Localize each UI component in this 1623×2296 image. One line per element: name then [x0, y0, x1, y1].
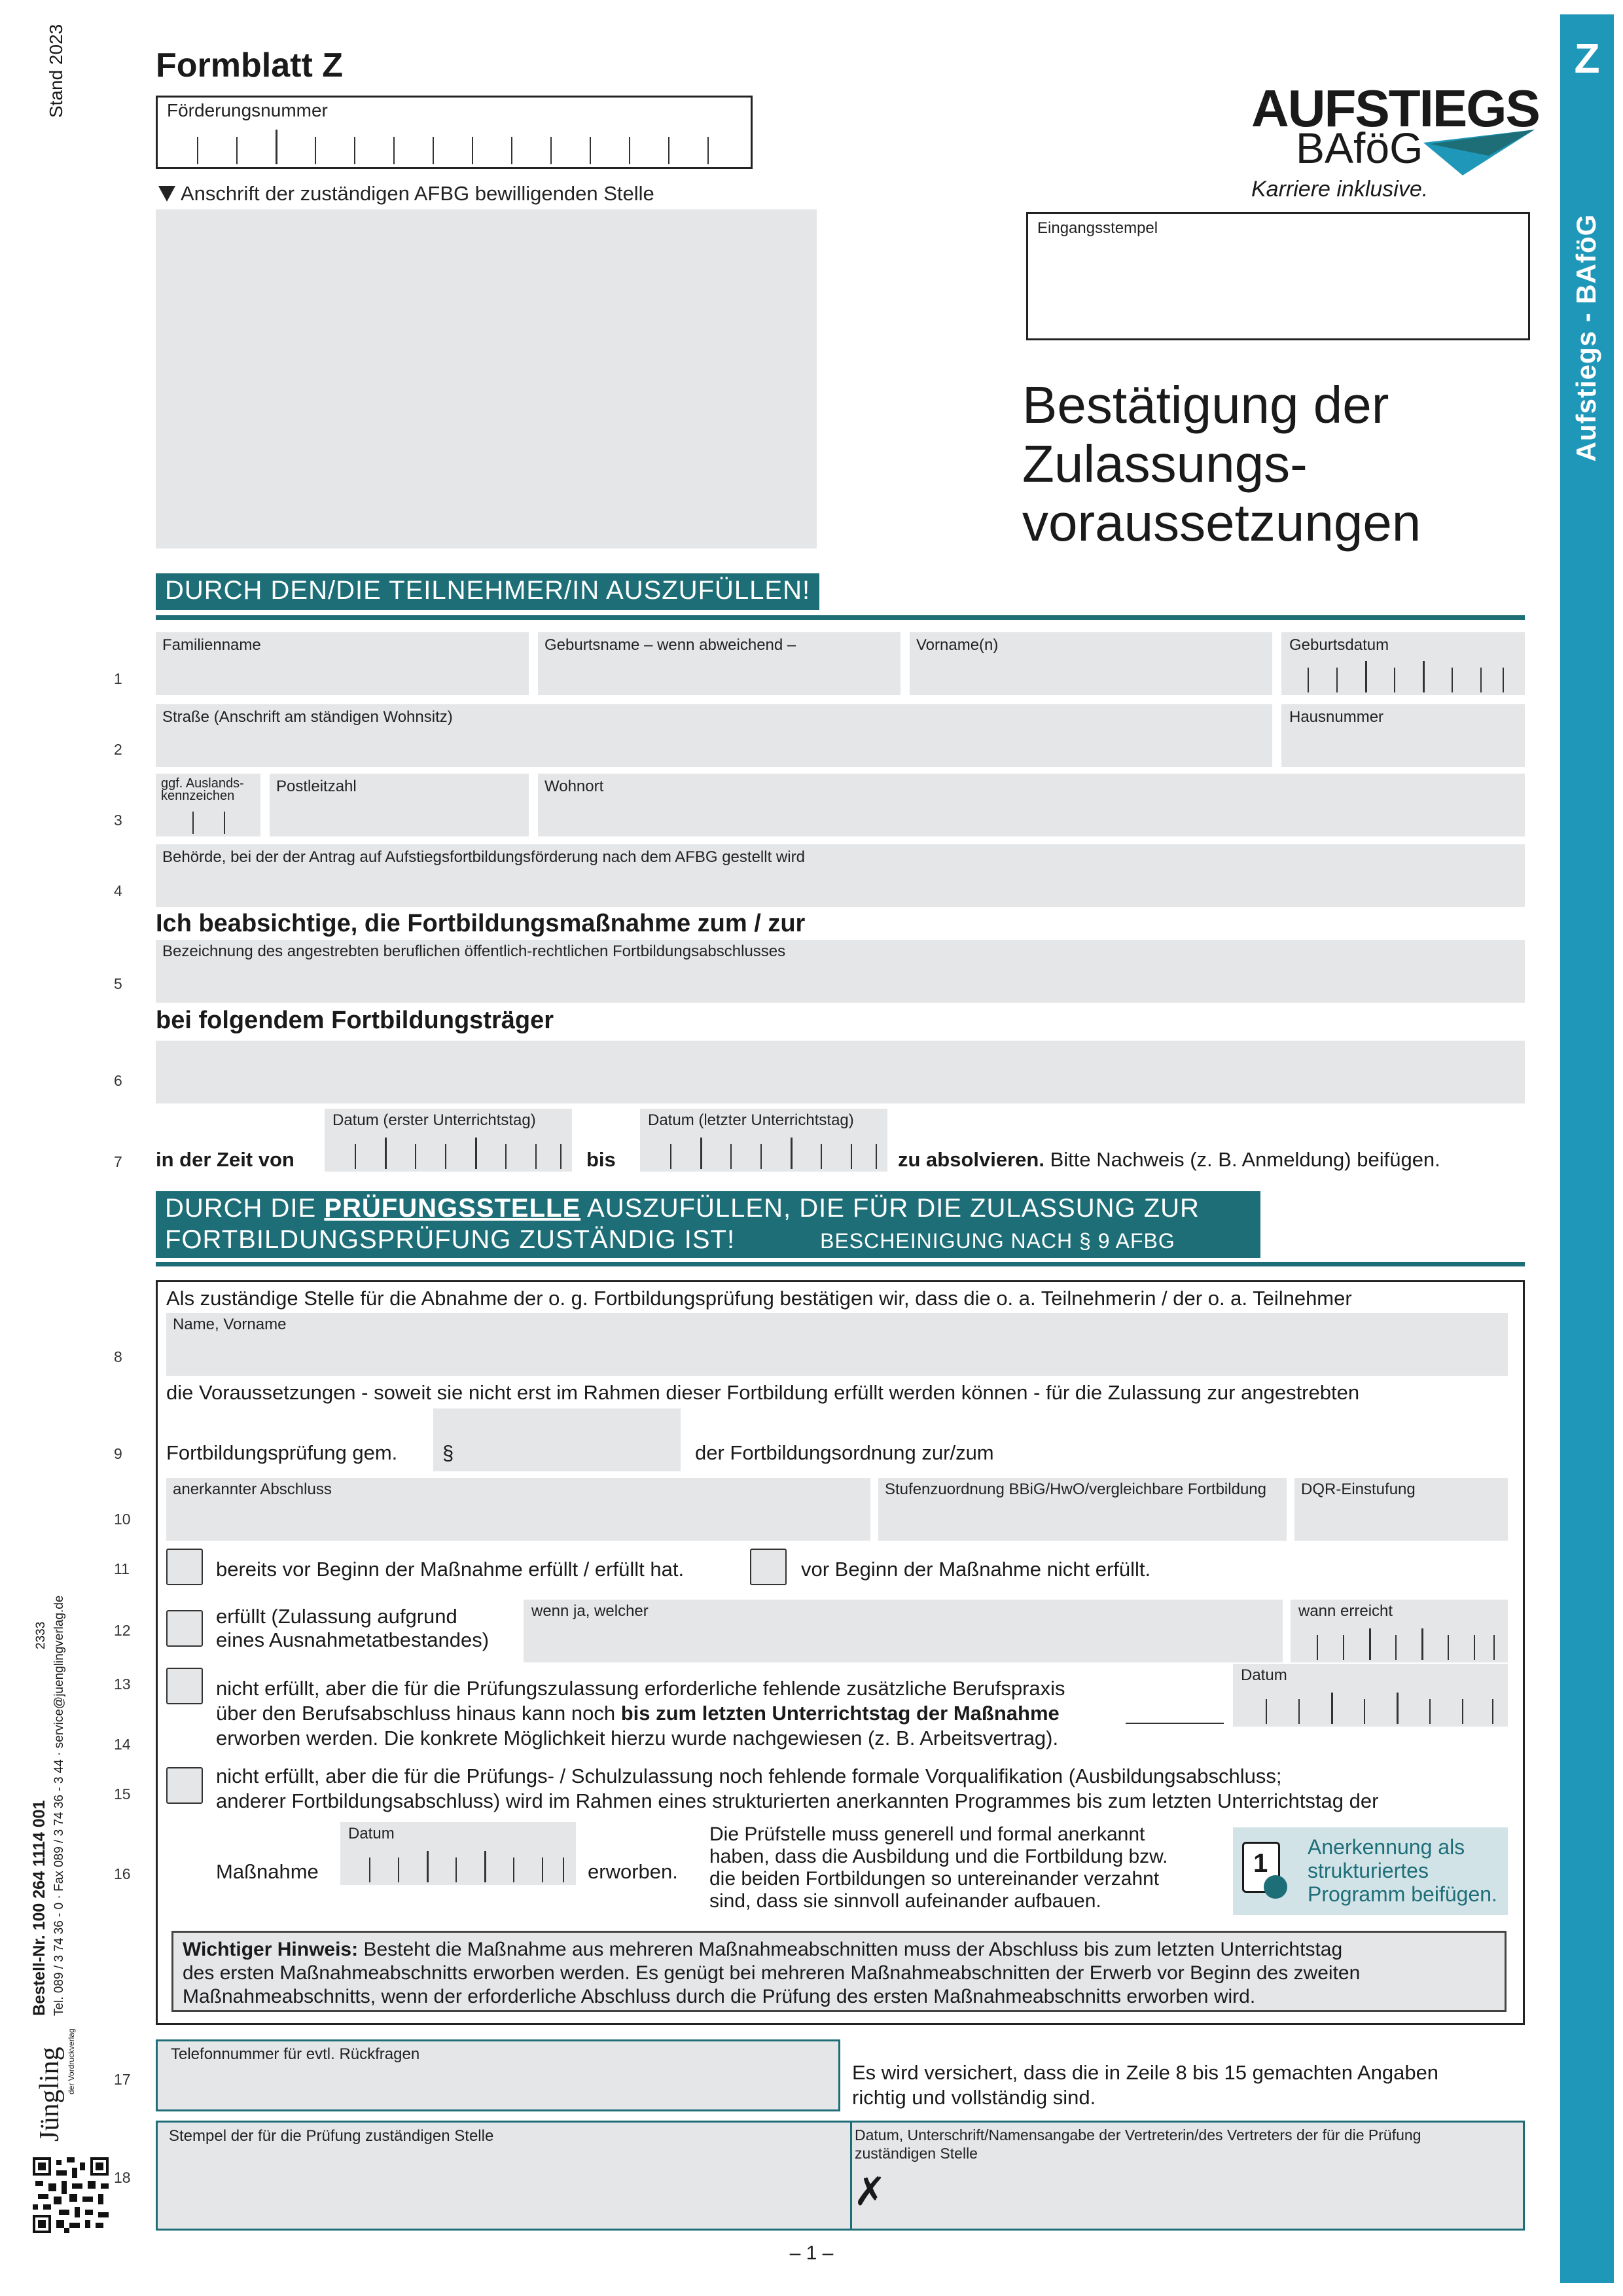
- pruefstelle-line1: Die Prüfstelle muss generell und formal anerkannt: [709, 1823, 1145, 1845]
- section2-banner-1a: DURCH DIE: [165, 1194, 325, 1223]
- row-number-8: 8: [114, 1348, 122, 1365]
- side-tab-text: Aufstiegs - BAföG: [1571, 213, 1601, 462]
- anerkennung-line3: Programm beifügen.: [1308, 1882, 1497, 1906]
- logo-swoosh-icon: [1423, 130, 1535, 182]
- signature-mark-icon: ✗: [853, 2170, 887, 2214]
- checkbox-berufspraxis[interactable]: [166, 1668, 203, 1704]
- section2-banner-2b: BESCHEINIGUNG NACH § 9 AFBG: [820, 1229, 1175, 1253]
- wichtiger-hinweis-box: [171, 1931, 1507, 2012]
- strasse-label: Straße (Anschrift am ständigen Wohnsitz): [162, 708, 453, 726]
- row-number-5: 5: [114, 975, 122, 992]
- row-number-16: 16: [114, 1865, 131, 1882]
- bezeichnung-label: Bezeichnung des angestrebten beruflichen öffentlich-rechtlichen Fortbildungsabschlusses: [162, 942, 786, 960]
- in-der-zeit-von-label: in der Zeit von: [156, 1148, 294, 1171]
- opt12-text: [216, 1605, 489, 1652]
- opt13-line1: nicht erfüllt, aber die für die Prüfungszulassung erforderliche fehlende zusätzliche Berufspraxis: [216, 1677, 1065, 1700]
- document-title-line1: Bestätigung der: [1022, 376, 1389, 434]
- massnahme-heading: Ich beabsichtige, die Fortbildungsmaßnahme zum / zur: [156, 910, 806, 937]
- hausnummer-label: Hausnummer: [1289, 708, 1384, 726]
- attachment-icon: [1242, 1842, 1280, 1893]
- logo-line1: AUFSTIEGS: [1251, 79, 1539, 137]
- zu-absolvieren-label: zu absolvieren.: [898, 1148, 1044, 1171]
- checkbox-vorqualifikation[interactable]: [166, 1767, 203, 1804]
- triangle-down-icon: [158, 186, 175, 202]
- row-number-2: 2: [114, 741, 122, 758]
- strasse-field[interactable]: [156, 704, 1272, 767]
- opt15-line1: nicht erfüllt, aber die für die Prüfungs- / Schulzulassung noch fehlende formale Vorqualifikation (Ausbildungsabschluss;: [216, 1765, 1282, 1787]
- aufstiegs-bafoeg-logo: [1243, 72, 1538, 209]
- datum-letzter-ticks: [640, 1109, 887, 1172]
- telefon-field[interactable]: [156, 2039, 840, 2111]
- eingangsstempel-label: Eingangsstempel: [1037, 219, 1158, 237]
- stufenzuordnung-field[interactable]: [878, 1478, 1287, 1541]
- hausnummer-field[interactable]: [1281, 704, 1525, 767]
- wann-erreicht-field[interactable]: [1291, 1600, 1508, 1662]
- document-title-line3: voraussetzungen: [1022, 493, 1421, 552]
- auslandskennzeichen-label-2: kennzeichen: [161, 789, 235, 803]
- eingangsstempel-box[interactable]: [1026, 212, 1530, 340]
- page-number: – 1 –: [789, 2242, 834, 2264]
- dqr-field[interactable]: [1294, 1478, 1508, 1541]
- form-title: Formblatt Z: [156, 46, 343, 84]
- stand-label: Stand 2023: [46, 24, 66, 118]
- opt11b-text: vor Beginn der Maßnahme nicht erfüllt.: [801, 1558, 1151, 1581]
- unterschrift-label: [855, 2126, 1421, 2162]
- unterschrift-field[interactable]: [851, 2166, 1522, 2228]
- row-number-10: 10: [114, 1511, 131, 1528]
- bezeichnung-field[interactable]: [156, 940, 1525, 1003]
- qr-code-icon: [33, 2157, 109, 2233]
- row-number-9: 9: [114, 1445, 122, 1462]
- behoerde-field[interactable]: [156, 844, 1525, 907]
- unterschrift-line1: Datum, Unterschrift/Namensangabe der Vertreterin/des Vertreters der für die Prüfung: [855, 2126, 1421, 2144]
- name-vorname-field[interactable]: [166, 1313, 1508, 1376]
- familienname-field[interactable]: [156, 632, 529, 695]
- attachment-icon-number: 1: [1253, 1849, 1268, 1878]
- opt13-underline: [1126, 1723, 1224, 1724]
- publisher-logo: Jüngling: [35, 2047, 65, 2142]
- row-number-7: 7: [114, 1153, 122, 1170]
- row-number-18: 18: [114, 2169, 131, 2186]
- pruefstelle-text: [709, 1823, 1217, 1912]
- document-title: [1022, 376, 1421, 552]
- row-number-14: 14: [114, 1736, 131, 1753]
- logo-slogan: Karriere inklusive.: [1251, 177, 1429, 202]
- datum-erster-label: Datum (erster Unterrichtstag): [332, 1111, 536, 1129]
- wenn-ja-welcher-field[interactable]: [524, 1600, 1283, 1662]
- geburtsdatum-label: Geburtsdatum: [1289, 636, 1389, 654]
- datum-letzter-field[interactable]: [640, 1109, 887, 1172]
- datum-berufspraxis-label: Datum: [1241, 1666, 1287, 1684]
- wohnort-label: Wohnort: [544, 778, 604, 795]
- row-number-13: 13: [114, 1676, 131, 1693]
- opt13-line2a: über den Berufsabschluss hinaus kann noch: [216, 1702, 621, 1725]
- hinweis-text1: Besteht die Maßnahme aus mehreren Maßnahmeabschnitten muss der Abschluss bis zum letzten Unterrichtstag: [358, 1939, 1343, 1960]
- logo-line2: BAföG: [1296, 124, 1423, 172]
- vorname-label: Vorname(n): [916, 636, 999, 654]
- section2-line: [156, 1262, 1525, 1266]
- opt11a-text: bereits vor Beginn der Maßnahme erfüllt / erfüllt hat.: [216, 1558, 685, 1581]
- foerderungsnummer-label: Förderungsnummer: [167, 100, 328, 120]
- datum-erster-field[interactable]: [325, 1109, 572, 1172]
- opt12-line2: eines Ausnahmetatbestandes): [216, 1628, 490, 1651]
- auslandskennzeichen-label-1: ggf. Auslands-: [161, 776, 244, 791]
- pruefstelle-line4: sind, dass sie sinnvoll aufeinander aufbauen.: [709, 1890, 1101, 1912]
- geburtsname-label: Geburtsname – wenn abweichend –: [544, 636, 796, 654]
- postleitzahl-field[interactable]: [270, 774, 529, 836]
- stempel-field[interactable]: [158, 2147, 846, 2228]
- row-number-12: 12: [114, 1622, 131, 1639]
- paragraph-field[interactable]: [433, 1408, 681, 1471]
- wenn-ja-welcher-label: wenn ja, welcher: [531, 1602, 649, 1620]
- opt15-line2: anderer Fortbildungsabschluss) wird im Rahmen eines strukturierten anerkannten Programmes bis zum letzten Unterrichtstag der: [216, 1789, 1379, 1812]
- versichert-line1: Es wird versichert, dass die in Zeile 8 bis 15 gemachten Angaben: [852, 2061, 1439, 2084]
- paragraph-sign: §: [442, 1441, 454, 1464]
- versichert-line2: richtig und vollständig sind.: [852, 2086, 1096, 2109]
- row-number-6: 6: [114, 1072, 122, 1089]
- bis-label: bis: [586, 1148, 616, 1171]
- massnahme-label: Maßnahme: [216, 1860, 319, 1883]
- section2-banner-1b: PRÜFUNGSSTELLE: [324, 1194, 581, 1223]
- unterschrift-line2: zuständigen Stelle: [855, 2145, 978, 2162]
- checkbox-bereits-erfuellt[interactable]: [166, 1549, 203, 1585]
- geburtsdatum-ticks: [1281, 632, 1525, 695]
- stufenzuordnung-label: Stufenzuordnung BBiG/HwO/vergleichbare Fortbildung: [885, 1480, 1266, 1498]
- geburtsdatum-field[interactable]: [1281, 632, 1525, 695]
- telefon-label: Telefonnummer für evtl. Rückfragen: [171, 2045, 420, 2063]
- anerkannter-abschluss-field[interactable]: [166, 1478, 870, 1541]
- nachweis-label: Bitte Nachweis (z. B. Anmeldung) beifügen.: [1044, 1148, 1440, 1171]
- section1-line: [156, 615, 1525, 620]
- datum-berufspraxis-ticks: [1233, 1664, 1508, 1727]
- wohnort-field[interactable]: [538, 774, 1525, 836]
- dqr-label: DQR-Einstufung: [1301, 1480, 1416, 1498]
- opt14-text: erworben werden. Die konkrete Möglichkeit hierzu wurde nachgewiesen (z. B. Arbeitsvertrag).: [216, 1727, 1059, 1749]
- auslandskennzeichen-field[interactable]: [156, 774, 260, 836]
- opt13-line2: [216, 1702, 1060, 1725]
- anerkennung-line2: strukturiertes: [1308, 1859, 1429, 1882]
- anschrift-field[interactable]: [156, 209, 817, 548]
- side-tab: [1560, 14, 1614, 2283]
- foerderungsnummer-box[interactable]: [156, 96, 753, 169]
- datum-programm-field[interactable]: [340, 1822, 576, 1885]
- row-number-11: 11: [114, 1560, 130, 1577]
- anerkannter-abschluss-label: anerkannter Abschluss: [173, 1480, 332, 1498]
- row-number-1: 1: [114, 670, 122, 687]
- checkbox-nicht-erfuellt[interactable]: [750, 1549, 787, 1585]
- versichert-text: [852, 2060, 1522, 2110]
- hinweis-line2: des ersten Maßnahmeabschnitts erworben werden. Es genügt bei mehreren Maßnahmeabschnitten der Erwerb vor Beginn des zweiten: [183, 1962, 1361, 1984]
- section2-banner: [156, 1191, 1260, 1258]
- section2-banner-line1: [165, 1193, 1251, 1224]
- hinweis-line3: Maßnahmeabschnitts, wenn der erforderliche Abschluss durch die Prüfung des ersten Maßnahmeabschnitts erworben wird.: [183, 1986, 1256, 2007]
- intro-text: Als zuständige Stelle für die Abnahme der o. g. Fortbildungsprüfung bestätigen wir, dass die o. a. Teilnehmerin / der o. a. Teilnehmer: [166, 1287, 1352, 1310]
- hinweis-line1: [183, 1938, 1495, 1962]
- datum-erster-ticks: [325, 1109, 572, 1172]
- publisher-sub: der Vordruckverlag: [67, 2028, 76, 2094]
- foerderungsnummer-ticks: [158, 98, 751, 167]
- geburtsname-field[interactable]: [538, 632, 901, 695]
- pruefstelle-line2: haben, dass die Ausbildung und die Fortbildung bzw.: [709, 1846, 1168, 1867]
- row-number-3: 3: [114, 812, 122, 829]
- publisher-code: 2333: [34, 1621, 48, 1649]
- datum-letzter-label: Datum (letzter Unterrichtstag): [648, 1111, 854, 1129]
- section1-banner: DURCH DEN/DIE TEILNEHMER/IN AUSZUFÜLLEN!: [156, 573, 819, 610]
- attachment-icon-dot: [1264, 1875, 1287, 1899]
- behoerde-label: Behörde, bei der der Antrag auf Aufstiegsfortbildungsförderung nach dem AFBG gestellt wird: [162, 848, 805, 866]
- name-vorname-label: Name, Vorname: [173, 1316, 287, 1333]
- hinweis-label: Wichtiger Hinweis:: [183, 1939, 359, 1960]
- familienname-label: Familienname: [162, 636, 261, 654]
- datum-berufspraxis-field[interactable]: [1233, 1664, 1508, 1727]
- zu-absolvieren-text: [898, 1148, 1440, 1172]
- document-title-line2: Zulassungs-: [1022, 435, 1308, 493]
- section2-banner-2a: FORTBILDUNGSPRÜFUNG ZUSTÄNDIG IST!: [165, 1225, 736, 1254]
- datum-programm-label: Datum: [348, 1825, 395, 1842]
- opt12-line1: erfüllt (Zulassung aufgrund: [216, 1605, 457, 1628]
- fortbildungstraeger-field[interactable]: [156, 1041, 1525, 1103]
- row-number-17: 17: [114, 2071, 131, 2088]
- anerkennung-line1: Anerkennung als: [1308, 1835, 1465, 1859]
- anerkennung-text: [1308, 1835, 1497, 1906]
- erworben-label: erworben.: [588, 1860, 678, 1883]
- traeger-heading: bei folgendem Fortbildungsträger: [156, 1007, 554, 1034]
- bestell-nr: Bestell-Nr. 100 264 1114 001: [30, 1800, 48, 2016]
- checkbox-ausnahmetatbestand[interactable]: [166, 1610, 203, 1647]
- pruefstelle-line3: die beiden Fortbildungen so untereinander verzahnt: [709, 1868, 1160, 1890]
- auslandskennzeichen-ticks: [156, 774, 260, 836]
- vorname-field[interactable]: [910, 632, 1272, 695]
- anschrift-label: Anschrift der zuständigen AFBG bewilligenden Stelle: [181, 182, 654, 205]
- wann-erreicht-ticks: [1291, 1600, 1508, 1662]
- postleitzahl-label: Postleitzahl: [276, 778, 357, 795]
- row-number-15: 15: [114, 1785, 131, 1803]
- opt13-line2b: bis zum letzten Unterrichtstag der Maßnahme: [620, 1702, 1060, 1725]
- publisher-contact: Tel. 089 / 3 74 36 - 0 · Fax 089 / 3 74 36 - 3 44 · service@juenglingverlag.de: [52, 1595, 66, 2016]
- stempel-label: Stempel der für die Prüfung zuständigen Stelle: [169, 2127, 494, 2145]
- fortbildungsordnung-text: der Fortbildungsordnung zur/zum: [695, 1441, 994, 1464]
- pruefung-gem-text: Fortbildungsprüfung gem.: [166, 1441, 398, 1464]
- datum-programm-ticks: [340, 1822, 576, 1885]
- section2-banner-1c: AUSZUFÜLLEN, DIE FÜR DIE ZULASSUNG ZUR: [580, 1194, 1200, 1223]
- side-tab-letter: Z: [1574, 35, 1600, 82]
- anerkennung-box: [1233, 1827, 1508, 1915]
- row-number-4: 4: [114, 882, 122, 899]
- wann-erreicht-label: wann erreicht: [1298, 1602, 1393, 1620]
- section2-banner-line2: [165, 1224, 1251, 1257]
- voraussetzungen-text: die Voraussetzungen - soweit sie nicht erst im Rahmen dieser Fortbildung erfüllt werden können - für die Zulassung zur angestrebten: [166, 1381, 1360, 1404]
